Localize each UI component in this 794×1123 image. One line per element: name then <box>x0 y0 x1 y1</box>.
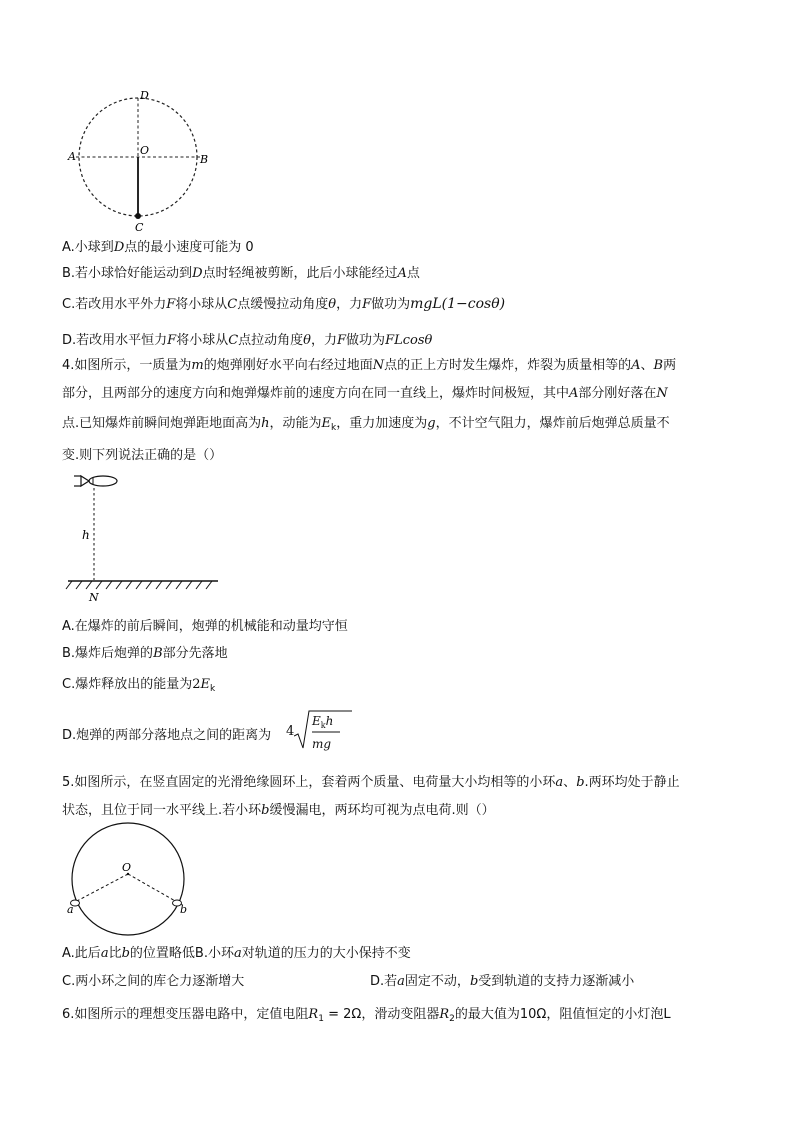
label-b: B <box>200 153 209 166</box>
label-n: N <box>89 591 99 604</box>
shell-icon <box>74 476 117 486</box>
q4-stem-line3: 点.已知爆炸前瞬间炮弹距地面高为h，动能为$E_k$，重力加速度为g，不计空气阻力，爆炸前后炮弹总质量不 <box>62 416 670 433</box>
q4-option-d: D.炮弹的两部分落地点之间的距离为 <box>62 728 272 743</box>
q5-option-d: D.若a固定不动，b受到轨道的支持力逐渐减小 <box>370 974 635 989</box>
q3-option-d: D.若改用水平恒力F将小球从C点拉动角度θ，力F做功为FLcosθ <box>62 333 433 348</box>
q4-option-c: C.爆炸释放出的能量为$2E_k$ <box>62 677 216 694</box>
q4-option-b: B.爆炸后炮弹的B部分先落地 <box>62 646 228 661</box>
q3-option-c: C.若改用水平外力F将小球从C点缓慢拉动角度θ，力F做功为mgL(1−cosθ) <box>62 296 506 312</box>
label-c: C <box>135 221 144 234</box>
q5-stem-line2: 状态，且位于同一水平线上.若小环b缓慢漏电，两环均可视为点电荷.则（） <box>62 803 495 818</box>
label-h: h <box>82 528 90 542</box>
q5-option-c: C.两小环之间的库仑力逐渐增大 <box>62 974 245 989</box>
q3-option-b: B.若小球恰好能运动到D点时轻绳被剪断，此后小球能经过A点 <box>62 266 420 281</box>
q4-stem-line2: 部分，且两部分的速度方向和炮弹爆炸前的速度方向在同一直线上，爆炸时间极短，其中A部分刚好落在N <box>62 386 668 401</box>
q5-option-ab: A.此后a比b的位置略低B.小环a对轨道的压力的大小保持不变 <box>62 946 411 961</box>
ring-with-charges-figure <box>60 822 196 940</box>
circle-pendulum-figure <box>60 86 220 236</box>
label-b: b <box>180 903 188 916</box>
q4-option-a: A.在爆炸的前后瞬间，炮弹的机械能和动量均守恒 <box>62 619 348 634</box>
label-o: O <box>122 861 132 874</box>
q3-option-a: A.小球到D点的最小速度可能为 0 <box>62 240 254 255</box>
label-o: O <box>140 144 150 157</box>
label-d: D <box>140 89 149 102</box>
q6-stem-line1: 6.如图所示的理想变压器电路中，定值电阻$R_1 = 2\Omega$，滑动变阻器$R_2$的最大值为10Ω，阻值恒定的小灯泡L <box>62 1007 671 1024</box>
q5-stem-line1: 5.如图所示，在竖直固定的光滑绝缘圆环上，套着两个质量、电荷量大小均相等的小环a、b.两环均处于静止 <box>62 775 680 790</box>
q4-option-d-formula: 4 $E_kh$ mg <box>286 708 356 754</box>
q4-stem-line1: 4.如图所示，一质量为m的炮弹刚好水平向右经过地面N点的正上方时发生爆炸，炸裂为质量相等的A、B两 <box>62 358 677 373</box>
label-a: a <box>67 903 74 916</box>
label-a: A <box>68 150 76 163</box>
shell-height-figure <box>62 470 222 608</box>
q4-stem-line4: 变.则下列说法正确的是（） <box>62 448 223 463</box>
